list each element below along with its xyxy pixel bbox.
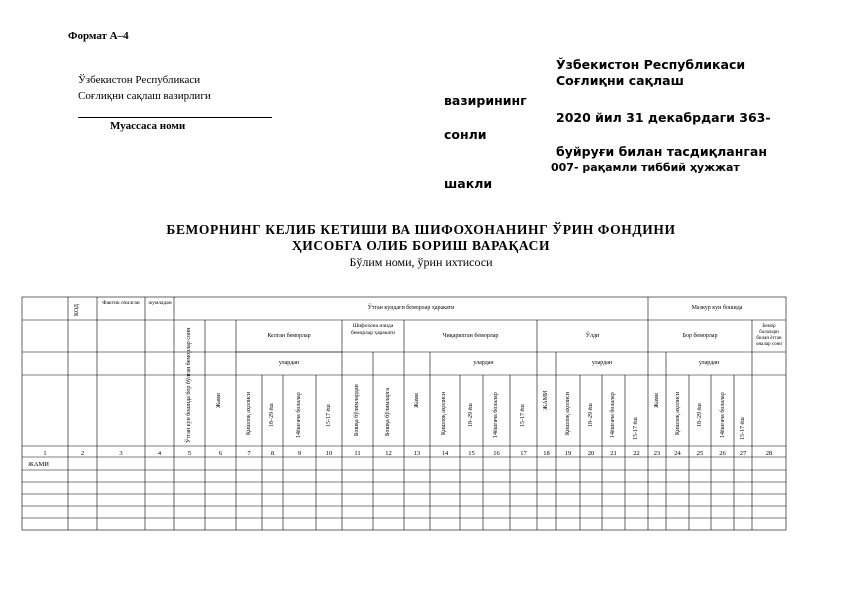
approval-line-1: Ўзбекистон Республикаси (556, 57, 746, 72)
present-18-29: 18–29 ёш (697, 403, 703, 427)
died-18-29: 18–29 ёш (588, 403, 594, 427)
discharged-18-29: 18–29 ёш (468, 403, 474, 427)
discharged-14: 14ёшгача болалар (493, 392, 499, 438)
approval-line-4: 2020 йил 31 декабрдаги 363- (556, 110, 771, 125)
admitted-14: 14ёшгача болалар (296, 392, 302, 438)
prev-remaining-header: Ўтган кун бошида бор бўлган беморлар сони (186, 327, 192, 443)
died-rural: Қишлоқ аҳолиси (565, 392, 571, 435)
approval-line-3: вазирининг (444, 93, 527, 108)
present-14: 14ёшгача болалар (720, 392, 726, 438)
col-number: 6 (218, 450, 223, 457)
col-number: 3 (119, 450, 123, 457)
col-kod-header: КОД (74, 304, 80, 316)
admitted-18-29: 18–29 ёш (269, 403, 275, 427)
col-number: 7 (247, 450, 251, 457)
col-number: 20 (587, 450, 595, 457)
col-number: 9 (297, 450, 302, 457)
col-number: 11 (354, 450, 361, 457)
died-total: ЖАМИ (543, 390, 549, 410)
mothers-header: Бемор болалари билан ётган оналар сони (756, 324, 782, 347)
ministry-line-1: Ўзбекистон Республикаси (78, 74, 201, 86)
col-number: 5 (187, 450, 192, 457)
col-jami-header: жумладан (148, 300, 172, 306)
approval-line-7: 007- рақамли тиббий ҳужжат (551, 161, 740, 174)
discharged-of-them: улардан (473, 360, 494, 366)
col-number: 21 (610, 450, 617, 457)
col-number: 22 (633, 450, 640, 457)
present-rural: Қишлоқ аҳолиси (675, 392, 681, 435)
approval-line-2: Соғлиқни сақлаш (556, 73, 684, 88)
col-number: 14 (441, 450, 449, 457)
institution-name-label: Муассаса номи (110, 120, 186, 132)
from-other-depts: Бошқа бўлимлардан (354, 384, 360, 436)
document-subtitle: Бўлим номи, ўрин ихтисоси (349, 255, 493, 269)
discharged-15-17: 15-17 ёш (520, 404, 526, 427)
discharged-rural: Қишлоқ аҳолиси (441, 392, 447, 435)
col-number: 23 (653, 450, 661, 457)
present-15-17: 15-17 ёш (740, 417, 746, 440)
approval-line-6: буйруғи билан тасдиқланган (556, 144, 767, 159)
col-number: 10 (325, 450, 333, 457)
died-of-them: улардан (591, 360, 613, 366)
col-number: 8 (270, 450, 275, 457)
present-of-them: улардан (698, 360, 720, 366)
col-number: 12 (385, 450, 392, 457)
approval-line-5: сонли (444, 127, 487, 142)
discharged-header: Чиқарилган беморлар (442, 333, 499, 339)
past-day-header: Ўтган кундаги беморлар ҳаракати (367, 305, 455, 311)
admitted-rural: Қишлоқ аҳолиси (246, 392, 252, 435)
format-label: Формат А–4 (68, 30, 129, 42)
col-fact-header: Фактик очилган (102, 300, 140, 306)
died-header: Ўлди (585, 333, 600, 339)
discharged-total: Жами (414, 393, 420, 408)
col-number: 27 (739, 450, 747, 457)
col-number: 16 (493, 450, 500, 457)
total-row-label: ЖАМИ (28, 461, 49, 468)
document-title-line-1: БЕМОРНИНГ КЕЛИБ КЕТИШИ ВА ШИФОХОНАНИНГ ЎРИН ФОНДИНИ (166, 222, 676, 237)
col-number: 15 (468, 450, 475, 457)
present-total: Жами (654, 393, 660, 408)
col-number: 24 (674, 450, 681, 457)
admitted-total: Жами (216, 393, 222, 408)
col-number: 19 (564, 450, 572, 457)
col-number: 28 (765, 450, 773, 457)
col-number: 26 (719, 450, 726, 457)
col-number: 17 (520, 450, 527, 457)
col-number: 2 (80, 450, 85, 457)
ministry-line-2: Соғлиқни сақлаш вазирлиги (78, 90, 211, 102)
current-day-header: Мазкур кун бошида (691, 305, 743, 311)
admitted-15-17: 15-17 ёш (326, 404, 332, 427)
document-title-line-2: ҲИСОБГА ОЛИБ БОРИШ ВАРАҚАСИ (291, 238, 551, 253)
transfer-header: Шифохона ичида беморлар ҳаракати (350, 323, 395, 336)
col-number: 13 (413, 450, 421, 457)
col-number: 18 (543, 450, 550, 457)
died-14: 14ёшгача болалар (610, 392, 616, 438)
approval-line-8: шакли (444, 176, 493, 191)
admitted-of-them: улардан (278, 360, 300, 366)
present-header: Бор беморлар (682, 333, 718, 339)
to-other-depts: Бошқа бўлимларга (385, 388, 391, 436)
col-number: 1 (43, 450, 47, 457)
died-15-17: 15-17 ёш (633, 417, 639, 440)
admitted-header: Келган беморлар (267, 333, 311, 339)
col-number: 4 (157, 450, 162, 457)
col-number: 25 (696, 450, 704, 457)
